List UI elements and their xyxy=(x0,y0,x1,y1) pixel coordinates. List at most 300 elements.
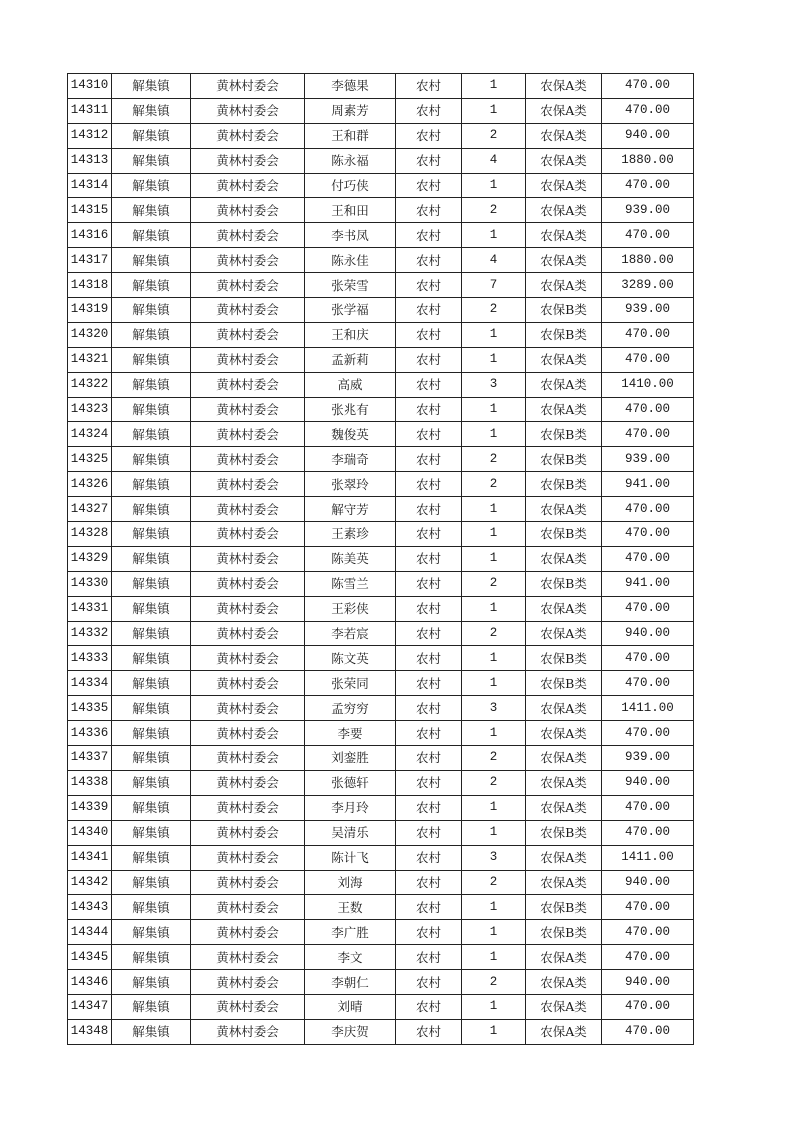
cell-household-type: 农村 xyxy=(396,347,462,372)
cell-persons: 1 xyxy=(462,1019,526,1044)
cell-serial-number: 14314 xyxy=(68,173,112,198)
cell-persons: 1 xyxy=(462,397,526,422)
cell-persons: 1 xyxy=(462,497,526,522)
cell-name: 陈永福 xyxy=(305,148,396,173)
cell-town: 解集镇 xyxy=(112,895,191,920)
cell-persons: 1 xyxy=(462,223,526,248)
table-row xyxy=(68,472,694,497)
cell-amount: 470.00 xyxy=(602,671,694,696)
cell-village-committee: 黄林村委会 xyxy=(191,372,305,397)
table-row xyxy=(68,945,694,970)
cell-name: 陈永佳 xyxy=(305,248,396,273)
cell-name: 魏俊英 xyxy=(305,422,396,447)
table-row xyxy=(68,621,694,646)
cell-household-type: 农村 xyxy=(396,571,462,596)
table-row xyxy=(68,497,694,522)
cell-persons: 2 xyxy=(462,472,526,497)
cell-village-committee: 黄林村委会 xyxy=(191,970,305,995)
cell-category: 农保A类 xyxy=(526,148,602,173)
cell-category: 农保A类 xyxy=(526,123,602,148)
table-row xyxy=(68,920,694,945)
cell-serial-number: 14325 xyxy=(68,447,112,472)
table-row xyxy=(68,123,694,148)
cell-amount: 939.00 xyxy=(602,447,694,472)
cell-persons: 1 xyxy=(462,671,526,696)
cell-household-type: 农村 xyxy=(396,123,462,148)
table-row xyxy=(68,372,694,397)
cell-amount: 940.00 xyxy=(602,870,694,895)
cell-serial-number: 14338 xyxy=(68,770,112,795)
cell-serial-number: 14341 xyxy=(68,845,112,870)
cell-village-committee: 黄林村委会 xyxy=(191,621,305,646)
cell-household-type: 农村 xyxy=(396,895,462,920)
cell-amount: 1411.00 xyxy=(602,845,694,870)
cell-category: 农保A类 xyxy=(526,696,602,721)
cell-household-type: 农村 xyxy=(396,994,462,1019)
cell-town: 解集镇 xyxy=(112,795,191,820)
cell-household-type: 农村 xyxy=(396,721,462,746)
cell-category: 农保B类 xyxy=(526,447,602,472)
cell-serial-number: 14332 xyxy=(68,621,112,646)
cell-name: 吴清乐 xyxy=(305,820,396,845)
cell-village-committee: 黄林村委会 xyxy=(191,422,305,447)
cell-village-committee: 黄林村委会 xyxy=(191,497,305,522)
cell-serial-number: 14333 xyxy=(68,646,112,671)
cell-household-type: 农村 xyxy=(396,621,462,646)
cell-town: 解集镇 xyxy=(112,820,191,845)
cell-category: 农保A类 xyxy=(526,347,602,372)
cell-household-type: 农村 xyxy=(396,920,462,945)
cell-persons: 1 xyxy=(462,546,526,571)
cell-category: 农保B类 xyxy=(526,298,602,323)
cell-persons: 1 xyxy=(462,721,526,746)
cell-household-type: 农村 xyxy=(396,397,462,422)
cell-town: 解集镇 xyxy=(112,970,191,995)
table-row xyxy=(68,845,694,870)
cell-category: 农保A类 xyxy=(526,621,602,646)
cell-name: 刘晴 xyxy=(305,994,396,1019)
cell-category: 农保A类 xyxy=(526,248,602,273)
cell-town: 解集镇 xyxy=(112,994,191,1019)
cell-category: 农保A类 xyxy=(526,497,602,522)
cell-town: 解集镇 xyxy=(112,596,191,621)
cell-name: 李庆贺 xyxy=(305,1019,396,1044)
cell-amount: 1880.00 xyxy=(602,148,694,173)
cell-serial-number: 14342 xyxy=(68,870,112,895)
cell-village-committee: 黄林村委会 xyxy=(191,696,305,721)
cell-town: 解集镇 xyxy=(112,646,191,671)
cell-category: 农保A类 xyxy=(526,746,602,771)
cell-town: 解集镇 xyxy=(112,546,191,571)
cell-town: 解集镇 xyxy=(112,1019,191,1044)
cell-persons: 1 xyxy=(462,347,526,372)
cell-village-committee: 黄林村委会 xyxy=(191,870,305,895)
cell-serial-number: 14347 xyxy=(68,994,112,1019)
cell-serial-number: 14322 xyxy=(68,372,112,397)
cell-category: 农保A类 xyxy=(526,994,602,1019)
cell-name: 李若宸 xyxy=(305,621,396,646)
cell-persons: 4 xyxy=(462,248,526,273)
cell-serial-number: 14331 xyxy=(68,596,112,621)
cell-village-committee: 黄林村委会 xyxy=(191,148,305,173)
cell-village-committee: 黄林村委会 xyxy=(191,571,305,596)
cell-persons: 1 xyxy=(462,795,526,820)
cell-persons: 2 xyxy=(462,298,526,323)
cell-serial-number: 14315 xyxy=(68,198,112,223)
cell-serial-number: 14310 xyxy=(68,74,112,99)
cell-category: 农保B类 xyxy=(526,422,602,447)
cell-amount: 470.00 xyxy=(602,522,694,547)
cell-household-type: 农村 xyxy=(396,322,462,347)
cell-village-committee: 黄林村委会 xyxy=(191,920,305,945)
cell-persons: 1 xyxy=(462,945,526,970)
cell-household-type: 农村 xyxy=(396,223,462,248)
cell-amount: 470.00 xyxy=(602,721,694,746)
cell-serial-number: 14339 xyxy=(68,795,112,820)
cell-persons: 1 xyxy=(462,173,526,198)
cell-category: 农保A类 xyxy=(526,397,602,422)
cell-amount: 1410.00 xyxy=(602,372,694,397)
cell-category: 农保B类 xyxy=(526,671,602,696)
cell-name: 张翠玲 xyxy=(305,472,396,497)
cell-category: 农保A类 xyxy=(526,546,602,571)
cell-household-type: 农村 xyxy=(396,646,462,671)
cell-persons: 2 xyxy=(462,970,526,995)
table-row xyxy=(68,397,694,422)
cell-village-committee: 黄林村委会 xyxy=(191,173,305,198)
cell-amount: 940.00 xyxy=(602,970,694,995)
cell-name: 刘銮胜 xyxy=(305,746,396,771)
cell-persons: 1 xyxy=(462,322,526,347)
cell-persons: 1 xyxy=(462,74,526,99)
table-row xyxy=(68,596,694,621)
cell-household-type: 农村 xyxy=(396,74,462,99)
cell-town: 解集镇 xyxy=(112,746,191,771)
cell-name: 陈美英 xyxy=(305,546,396,571)
cell-name: 李广胜 xyxy=(305,920,396,945)
cell-category: 农保B类 xyxy=(526,472,602,497)
cell-category: 农保A类 xyxy=(526,1019,602,1044)
cell-serial-number: 14320 xyxy=(68,322,112,347)
cell-household-type: 农村 xyxy=(396,148,462,173)
cell-persons: 1 xyxy=(462,98,526,123)
cell-household-type: 农村 xyxy=(396,845,462,870)
table-row xyxy=(68,1019,694,1044)
cell-serial-number: 14311 xyxy=(68,98,112,123)
table-row xyxy=(68,696,694,721)
cell-category: 农保B类 xyxy=(526,895,602,920)
cell-amount: 940.00 xyxy=(602,621,694,646)
cell-name: 解守芳 xyxy=(305,497,396,522)
cell-category: 农保A类 xyxy=(526,372,602,397)
cell-household-type: 农村 xyxy=(396,970,462,995)
cell-household-type: 农村 xyxy=(396,497,462,522)
cell-village-committee: 黄林村委会 xyxy=(191,671,305,696)
cell-town: 解集镇 xyxy=(112,945,191,970)
cell-serial-number: 14345 xyxy=(68,945,112,970)
cell-persons: 2 xyxy=(462,870,526,895)
table-row xyxy=(68,895,694,920)
cell-amount: 939.00 xyxy=(602,198,694,223)
cell-village-committee: 黄林村委会 xyxy=(191,1019,305,1044)
cell-category: 农保B类 xyxy=(526,571,602,596)
cell-amount: 941.00 xyxy=(602,472,694,497)
cell-amount: 470.00 xyxy=(602,98,694,123)
cell-name: 付巧侠 xyxy=(305,173,396,198)
cell-household-type: 农村 xyxy=(396,770,462,795)
cell-name: 张德轩 xyxy=(305,770,396,795)
cell-household-type: 农村 xyxy=(396,671,462,696)
cell-persons: 1 xyxy=(462,895,526,920)
table-row xyxy=(68,795,694,820)
cell-village-committee: 黄林村委会 xyxy=(191,123,305,148)
cell-household-type: 农村 xyxy=(396,1019,462,1044)
cell-town: 解集镇 xyxy=(112,447,191,472)
table-row xyxy=(68,671,694,696)
table-row xyxy=(68,173,694,198)
cell-village-committee: 黄林村委会 xyxy=(191,74,305,99)
cell-serial-number: 14344 xyxy=(68,920,112,945)
table-row xyxy=(68,198,694,223)
cell-serial-number: 14346 xyxy=(68,970,112,995)
cell-serial-number: 14313 xyxy=(68,148,112,173)
cell-persons: 1 xyxy=(462,646,526,671)
cell-persons: 2 xyxy=(462,770,526,795)
cell-village-committee: 黄林村委会 xyxy=(191,546,305,571)
cell-amount: 470.00 xyxy=(602,895,694,920)
cell-persons: 3 xyxy=(462,845,526,870)
cell-persons: 2 xyxy=(462,447,526,472)
cell-village-committee: 黄林村委会 xyxy=(191,945,305,970)
cell-village-committee: 黄林村委会 xyxy=(191,198,305,223)
table-row xyxy=(68,223,694,248)
cell-town: 解集镇 xyxy=(112,74,191,99)
table-row xyxy=(68,248,694,273)
cell-name: 张学福 xyxy=(305,298,396,323)
cell-persons: 1 xyxy=(462,920,526,945)
cell-amount: 940.00 xyxy=(602,770,694,795)
cell-name: 李月玲 xyxy=(305,795,396,820)
cell-serial-number: 14343 xyxy=(68,895,112,920)
cell-name: 张兆有 xyxy=(305,397,396,422)
table-row xyxy=(68,273,694,298)
cell-name: 王素珍 xyxy=(305,522,396,547)
cell-name: 李文 xyxy=(305,945,396,970)
cell-household-type: 农村 xyxy=(396,870,462,895)
cell-town: 解集镇 xyxy=(112,671,191,696)
cell-name: 李瑞奇 xyxy=(305,447,396,472)
cell-name: 王和田 xyxy=(305,198,396,223)
cell-town: 解集镇 xyxy=(112,845,191,870)
cell-village-committee: 黄林村委会 xyxy=(191,248,305,273)
cell-amount: 470.00 xyxy=(602,322,694,347)
cell-amount: 1411.00 xyxy=(602,696,694,721)
cell-town: 解集镇 xyxy=(112,298,191,323)
cell-household-type: 农村 xyxy=(396,546,462,571)
cell-town: 解集镇 xyxy=(112,322,191,347)
cell-amount: 470.00 xyxy=(602,994,694,1019)
table-row xyxy=(68,347,694,372)
cell-amount: 470.00 xyxy=(602,1019,694,1044)
cell-town: 解集镇 xyxy=(112,472,191,497)
cell-serial-number: 14340 xyxy=(68,820,112,845)
cell-name: 孟穷穷 xyxy=(305,696,396,721)
cell-name: 张荣同 xyxy=(305,671,396,696)
cell-category: 农保B类 xyxy=(526,820,602,845)
cell-amount: 470.00 xyxy=(602,74,694,99)
cell-persons: 2 xyxy=(462,746,526,771)
cell-serial-number: 14348 xyxy=(68,1019,112,1044)
cell-category: 农保B类 xyxy=(526,646,602,671)
cell-household-type: 农村 xyxy=(396,596,462,621)
table-row xyxy=(68,770,694,795)
cell-persons: 2 xyxy=(462,621,526,646)
cell-household-type: 农村 xyxy=(396,945,462,970)
cell-village-committee: 黄林村委会 xyxy=(191,895,305,920)
cell-category: 农保B类 xyxy=(526,522,602,547)
cell-serial-number: 14329 xyxy=(68,546,112,571)
cell-town: 解集镇 xyxy=(112,273,191,298)
cell-village-committee: 黄林村委会 xyxy=(191,646,305,671)
cell-persons: 2 xyxy=(462,571,526,596)
cell-town: 解集镇 xyxy=(112,621,191,646)
cell-town: 解集镇 xyxy=(112,696,191,721)
table-row xyxy=(68,571,694,596)
cell-serial-number: 14327 xyxy=(68,497,112,522)
cell-village-committee: 黄林村委会 xyxy=(191,994,305,1019)
table-row xyxy=(68,994,694,1019)
cell-name: 陈文英 xyxy=(305,646,396,671)
cell-name: 王和庆 xyxy=(305,322,396,347)
cell-category: 农保A类 xyxy=(526,721,602,746)
cell-amount: 470.00 xyxy=(602,546,694,571)
cell-village-committee: 黄林村委会 xyxy=(191,472,305,497)
cell-town: 解集镇 xyxy=(112,770,191,795)
cell-amount: 470.00 xyxy=(602,173,694,198)
cell-village-committee: 黄林村委会 xyxy=(191,347,305,372)
cell-amount: 470.00 xyxy=(602,422,694,447)
cell-category: 农保A类 xyxy=(526,596,602,621)
cell-village-committee: 黄林村委会 xyxy=(191,522,305,547)
cell-village-committee: 黄林村委会 xyxy=(191,223,305,248)
table-row xyxy=(68,721,694,746)
cell-amount: 470.00 xyxy=(602,945,694,970)
cell-town: 解集镇 xyxy=(112,173,191,198)
cell-serial-number: 14317 xyxy=(68,248,112,273)
cell-serial-number: 14319 xyxy=(68,298,112,323)
cell-household-type: 农村 xyxy=(396,298,462,323)
cell-serial-number: 14335 xyxy=(68,696,112,721)
cell-name: 高威 xyxy=(305,372,396,397)
cell-amount: 939.00 xyxy=(602,746,694,771)
cell-category: 农保A类 xyxy=(526,223,602,248)
cell-category: 农保A类 xyxy=(526,945,602,970)
cell-name: 王数 xyxy=(305,895,396,920)
table-row xyxy=(68,74,694,99)
cell-name: 李德果 xyxy=(305,74,396,99)
table-row xyxy=(68,98,694,123)
cell-town: 解集镇 xyxy=(112,372,191,397)
cell-household-type: 农村 xyxy=(396,820,462,845)
cell-persons: 1 xyxy=(462,596,526,621)
cell-name: 李要 xyxy=(305,721,396,746)
cell-household-type: 农村 xyxy=(396,795,462,820)
cell-village-committee: 黄林村委会 xyxy=(191,322,305,347)
cell-household-type: 农村 xyxy=(396,198,462,223)
cell-village-committee: 黄林村委会 xyxy=(191,273,305,298)
cell-amount: 470.00 xyxy=(602,820,694,845)
cell-amount: 470.00 xyxy=(602,795,694,820)
cell-serial-number: 14330 xyxy=(68,571,112,596)
cell-amount: 470.00 xyxy=(602,347,694,372)
table-row xyxy=(68,298,694,323)
cell-village-committee: 黄林村委会 xyxy=(191,795,305,820)
cell-household-type: 农村 xyxy=(396,746,462,771)
cell-village-committee: 黄林村委会 xyxy=(191,845,305,870)
cell-town: 解集镇 xyxy=(112,522,191,547)
cell-serial-number: 14316 xyxy=(68,223,112,248)
table-row xyxy=(68,422,694,447)
cell-name: 陈雪兰 xyxy=(305,571,396,596)
cell-persons: 1 xyxy=(462,820,526,845)
cell-persons: 3 xyxy=(462,372,526,397)
cell-town: 解集镇 xyxy=(112,223,191,248)
cell-name: 张荣雪 xyxy=(305,273,396,298)
cell-serial-number: 14324 xyxy=(68,422,112,447)
cell-name: 李书凤 xyxy=(305,223,396,248)
cell-town: 解集镇 xyxy=(112,920,191,945)
cell-amount: 939.00 xyxy=(602,298,694,323)
cell-category: 农保B类 xyxy=(526,920,602,945)
cell-amount: 470.00 xyxy=(602,596,694,621)
cell-household-type: 农村 xyxy=(396,696,462,721)
cell-serial-number: 14337 xyxy=(68,746,112,771)
cell-town: 解集镇 xyxy=(112,248,191,273)
cell-category: 农保A类 xyxy=(526,273,602,298)
cell-category: 农保A类 xyxy=(526,173,602,198)
cell-village-committee: 黄林村委会 xyxy=(191,770,305,795)
cell-amount: 470.00 xyxy=(602,223,694,248)
cell-town: 解集镇 xyxy=(112,422,191,447)
cell-household-type: 农村 xyxy=(396,173,462,198)
cell-persons: 4 xyxy=(462,148,526,173)
cell-amount: 470.00 xyxy=(602,920,694,945)
cell-category: 农保A类 xyxy=(526,74,602,99)
cell-serial-number: 14328 xyxy=(68,522,112,547)
cell-name: 孟新莉 xyxy=(305,347,396,372)
cell-household-type: 农村 xyxy=(396,522,462,547)
cell-name: 王和群 xyxy=(305,123,396,148)
cell-village-committee: 黄林村委会 xyxy=(191,447,305,472)
cell-category: 农保A类 xyxy=(526,198,602,223)
cell-household-type: 农村 xyxy=(396,447,462,472)
cell-town: 解集镇 xyxy=(112,497,191,522)
cell-village-committee: 黄林村委会 xyxy=(191,596,305,621)
table-row xyxy=(68,970,694,995)
cell-category: 农保A类 xyxy=(526,770,602,795)
allowance-table xyxy=(67,73,694,1045)
cell-serial-number: 14318 xyxy=(68,273,112,298)
cell-village-committee: 黄林村委会 xyxy=(191,820,305,845)
cell-serial-number: 14321 xyxy=(68,347,112,372)
cell-persons: 3 xyxy=(462,696,526,721)
cell-persons: 1 xyxy=(462,422,526,447)
cell-serial-number: 14312 xyxy=(68,123,112,148)
table-row xyxy=(68,646,694,671)
cell-category: 农保A类 xyxy=(526,970,602,995)
cell-amount: 470.00 xyxy=(602,497,694,522)
cell-village-committee: 黄林村委会 xyxy=(191,298,305,323)
